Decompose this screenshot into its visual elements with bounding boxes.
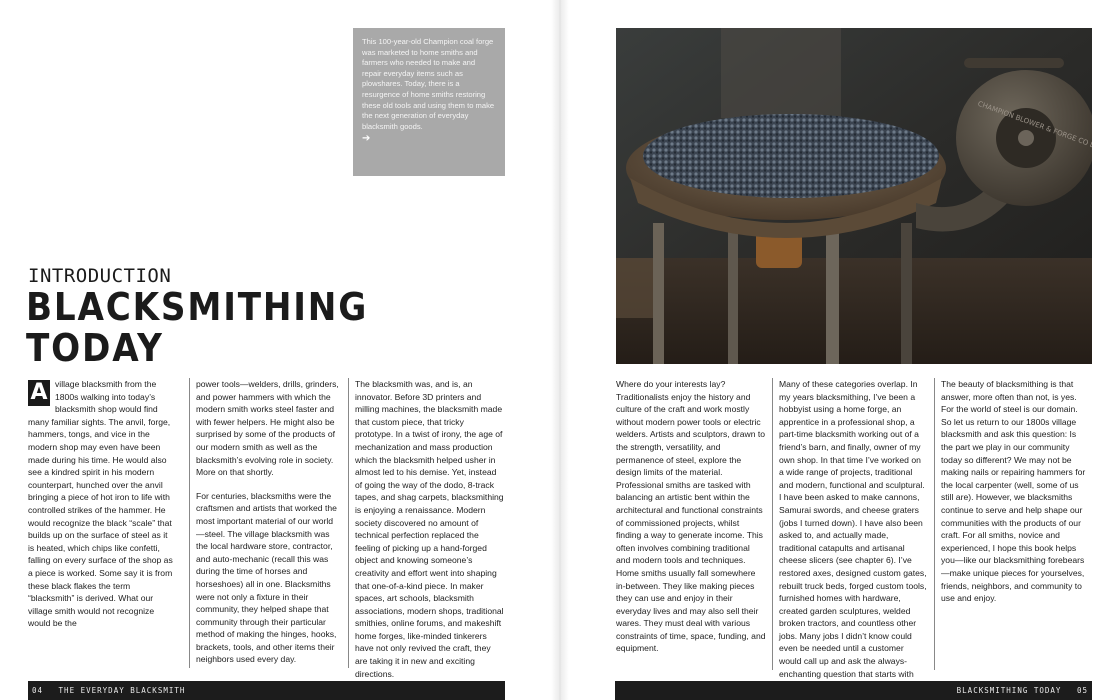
text-column-2: [189, 378, 341, 668]
paragraph: Where do your interests lay? Traditionalists enjoy the history and culture of the craft and work mostly without modern power tools or electric welders. Artists and sculptors, drawn to the strength, versatility, and permanence of steel, explore the design limits of the material. Professional smiths are tasked with balancing an artistic bent within the architectural and functional constraints of commissioned projects, whilst finding a way to generate income. This often involves combining traditional and modern tools and techniques. Home smiths usually fall somewhere in-between. They like making pieces they can use and enjoy in their everyday lives and may also sell their wares. They must deal with various constraints of time, space, funding, and equipment.: [616, 379, 766, 654]
title-line-1: BLACKSMITHING: [26, 285, 369, 329]
paragraph: power tools—welders, drills, grinders, and power hammers with which the modern smith works steel faster and with fewer helpers. He might also be surprised by some of the products of our modern smith as well as the blacksmith’s evolving role in society. More on that shortly.: [196, 379, 339, 478]
section-kicker: INTRODUCTION: [28, 265, 172, 287]
text-column-3: [348, 378, 504, 679]
running-title: BLACKSMITHING TODAY: [956, 686, 1062, 695]
page-title: [26, 287, 368, 369]
coal-forge-illustration: [616, 28, 1092, 364]
right-page: [560, 0, 1120, 700]
blower-lettering: CHAMPION BLOWER & FORGE CO: [976, 99, 1090, 148]
paragraph: [28, 378, 176, 630]
title-line-2: TODAY: [26, 326, 164, 370]
paragraph: The blacksmith was, and is, an innovator. Before 3D printers and milling machines, the blacksmith made that custom piece, that tricky prototype. In a twist of irony, the age of mechanization and mass production which the blacksmith helped usher in almost led to his demise. Yet, instead of going the way of the dodo, 8-track tapes, and shag carpets, blacksmithing is enjoying a renaissance. Modern society discovered no amount of technical perfection replaced the feeling of picking up a hand-forged object and knowing someone’s creativity and effort went into shaping that one-of-a-kind piece. In maker spaces, art schools, blacksmith associations, modern shops, traditional smithies, online forums, and makeshift home forges, like-minded tinkerers have not only revived the craft, they are taking it in new and exciting directions.: [355, 379, 504, 679]
text-column-4: [616, 378, 766, 666]
forge-photo: [616, 28, 1092, 364]
arrow-right-icon: ➔: [362, 133, 371, 145]
running-title: THE EVERYDAY BLACKSMITH: [58, 686, 186, 695]
paragraph-text: village blacksmith from the 1800s walking into today’s blacksmith shop would find many familiar sights. The anvil, forge, hammers, tongs, and vice in the modern shop may even have been made during his time. He would also see a kindred spirit in his modern counterpart, hunched over the anvil bringing a piece of hot iron to life with controlled strikes of the hammer. He would recognize the black “scale” that builds up on the surface of steel as it is heated, which chips like confetti, falling on every surface of the shop as a piece is worked. Some say it is from these black flakes the term “blacksmith” is derived. What our village smith would not recognize would be the: [28, 379, 173, 629]
page-number: 04: [32, 686, 44, 695]
footer-bar: [28, 681, 505, 700]
drop-cap: A: [28, 380, 50, 406]
page-number: 05: [1076, 686, 1088, 695]
paragraph: For centuries, blacksmiths were the craftsmen and artists that worked the most important material of our world—steel. The village blacksmith was the local hardware store, contractor, and auto-mechanic (recall this was during the time of horses and horseshoes) all in one. Blacksmiths were not only a fixture in their community, they helped shape that community through their particular method of making the hinges, hooks, brackets, tools, and other items their neighbors used every day.: [196, 490, 337, 665]
photo-caption: [353, 28, 505, 176]
text-column-5: [772, 378, 928, 679]
footer-bar: [615, 681, 1092, 700]
paragraph: The beauty of blacksmithing is that answer, more often than not, is yes. For the world of steel is our domain. So let us return to our 1800s village blacksmith and ask this question: Is the part we play in our community today so different? We may not be making nails or repairing hammers for the local carpenter (well, some of us still are). However, we blacksmiths continue to serve and help shape our communities with the products of our craft. For all smiths, novice and experienced, I hope this book helps you—like our blacksmithing forebears—make unique pieces for yourselves, friends, neighbors, and community to use and enjoy.: [941, 379, 1086, 604]
caption-text: This 100-year-old Champion coal forge was marketed to home smiths and farmers who needed to make and repair everyday items such as plowshares. Today, there is a resurgence of home smiths restoring these old tools and using them to make the next generation of everyday blacksmith goods.: [362, 37, 495, 131]
text-column-6: [934, 378, 1090, 670]
text-column-1: [28, 378, 176, 641]
paragraph: Many of these categories overlap. In my years blacksmithing, I’ve been a hobbyist using a home forge, an apprentice in a professional shop, a part-time blacksmith working out of a friend’s barn, and finally, owner of my own shop. In that time I’ve worked on a wide range of projects, traditional and modern, functional and sculptural. I have been asked to make cannons, Samurai swords, and cheese graters (jobs I turned down). I have also been asked to, and actually made, traditional catapults and artisanal cheese slicers (see chapter 6). I’ve restored axes, designed custom gates, rebuilt truck beds, forged custom tools, furnished homes with hardware, created garden sculptures, welded broken tractors, and countless other jobs. Many jobs I didn’t know could even be needed until a customer would call up and ask the always-enchanting question that starts with: [779, 379, 927, 679]
